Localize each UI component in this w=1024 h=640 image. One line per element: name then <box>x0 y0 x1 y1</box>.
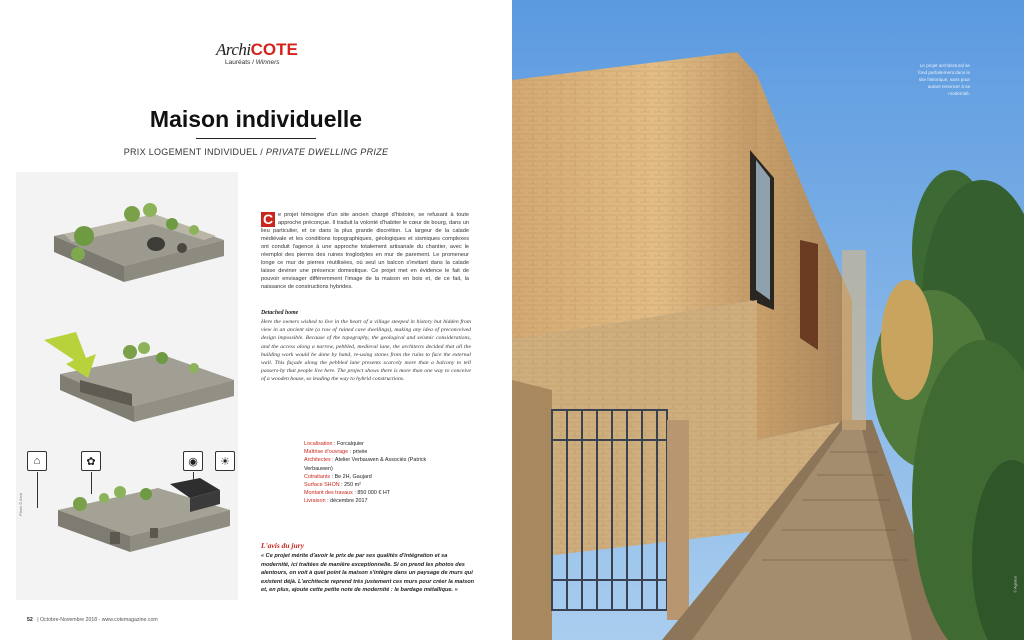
diagram-finished-house <box>50 470 240 555</box>
photo-caption: Le projet architectural se fond parfaitement dans le site historique, sans pour autant renoncer à sa modernité. <box>918 63 970 96</box>
article-body-fr: C e projet témoigne d'un site ancien chargé d'histoire, se refusant à toute approche préconçue. Il traduit la volonté d'habiter le cœur de bourg, dans un lieu particulier, et ce dans la plus grande discrétion. La largeur de la calade médiévale et les conditions topographiques, géologiques et sismiques complexes ont conduit l'agence à une approche totalement artisanale du chantier, avec le réemploi des pierres des ruines troglodytes en mur de parement. Le promeneur longe ce mur de pierres réutilisées, où seul un balcon s'invitant dans la calade laisse deviner une présence domestique. Ce projet met en évidence le fait de pouvoir envisager différemment l'image de la maison en bois et, de ce fait, la naissance de constructions hybrides. <box>261 211 469 291</box>
project-facts <box>304 440 454 506</box>
fact-row: Surface SHON : 250 m² <box>304 482 361 489</box>
page-title: Maison individuelle <box>149 106 363 132</box>
fact-row: Cotraitants : Be 2H, Gaujard <box>304 473 372 480</box>
fact-row: Localisation : Forcalquier <box>304 441 364 447</box>
title-divider <box>196 138 316 139</box>
diagram-insertion-arrow <box>44 328 244 423</box>
flower-icon: ✿ <box>81 451 101 471</box>
icon-leader-line <box>37 472 38 508</box>
article-title-en: Detached home <box>261 310 299 316</box>
logo-archi: Archi <box>216 40 251 59</box>
page-subtitle: PRIX LOGEMENT INDIVIDUEL / PRIVATE DWELLING PRIZE <box>123 147 389 157</box>
fact-row: Maîtrise d'ouvrage : privée <box>304 449 368 456</box>
archicote-logo <box>216 40 306 66</box>
home-icon: ⌂ <box>27 451 47 471</box>
page-footer: 52 | Octobre-Novembre 2018 - www.cotemagazine.com <box>27 617 158 623</box>
right-page-photo <box>512 0 1024 640</box>
eye-icon: ◉ <box>183 451 203 471</box>
fact-row: Livraison : décembre 2017 <box>304 498 368 505</box>
photo-credit: © Agence <box>1014 576 1018 593</box>
fact-row: Architectes : Atelier Verbauwen & Associés (Patrick Verbauwen) <box>304 457 427 472</box>
logo-cote: COTE <box>250 40 298 59</box>
page-number: 52 <box>27 617 33 623</box>
sun-icon: ☀ <box>215 451 235 471</box>
fact-row: Montant des travaux : 850 000 € HT <box>304 490 391 497</box>
logo-subtitle: Lauréats / Winners <box>225 59 280 66</box>
jury-opinion <box>261 541 476 595</box>
diagram-site-ruins <box>44 196 234 286</box>
diagram-credit: Plans © Arch <box>18 492 23 516</box>
jury-text: « Ce projet mérite d'avoir le prix de par ses qualités d'intégration et sa modernité, ici traitées de manière exceptionnelle. Si on prend les photos des alentours, on voit à quel point la maison s'intègre dans un paysage de murs qui existent déjà. L'architecte reprend très justement ces murs pour créer la maison et, en plus, ajoute cette petite note de modernité : le bardage métallique. » <box>261 553 475 594</box>
article-body-en: Here the owners wished to live in the heart of a village steeped in history but hidden from view in an ancient site (a row of ruined cave dwellings), making any idea of preconceived design impossible. Because of the topography, the geological and seismic considerations, and the access along a narrow, pebbled, medieval lane, the architects decided that all the building work would be done by hand, re-using stones from the ruins to face the external wall. This façade along the pebbled lane presents scarcely more than a balcony to tell passers-by that people live here. The project shows there is more than one way to conceive of a wooden house, so leading the way to hybrid constructions. <box>261 319 471 383</box>
drop-cap: C <box>262 211 274 227</box>
jury-title: L'avis du jury <box>261 541 304 550</box>
